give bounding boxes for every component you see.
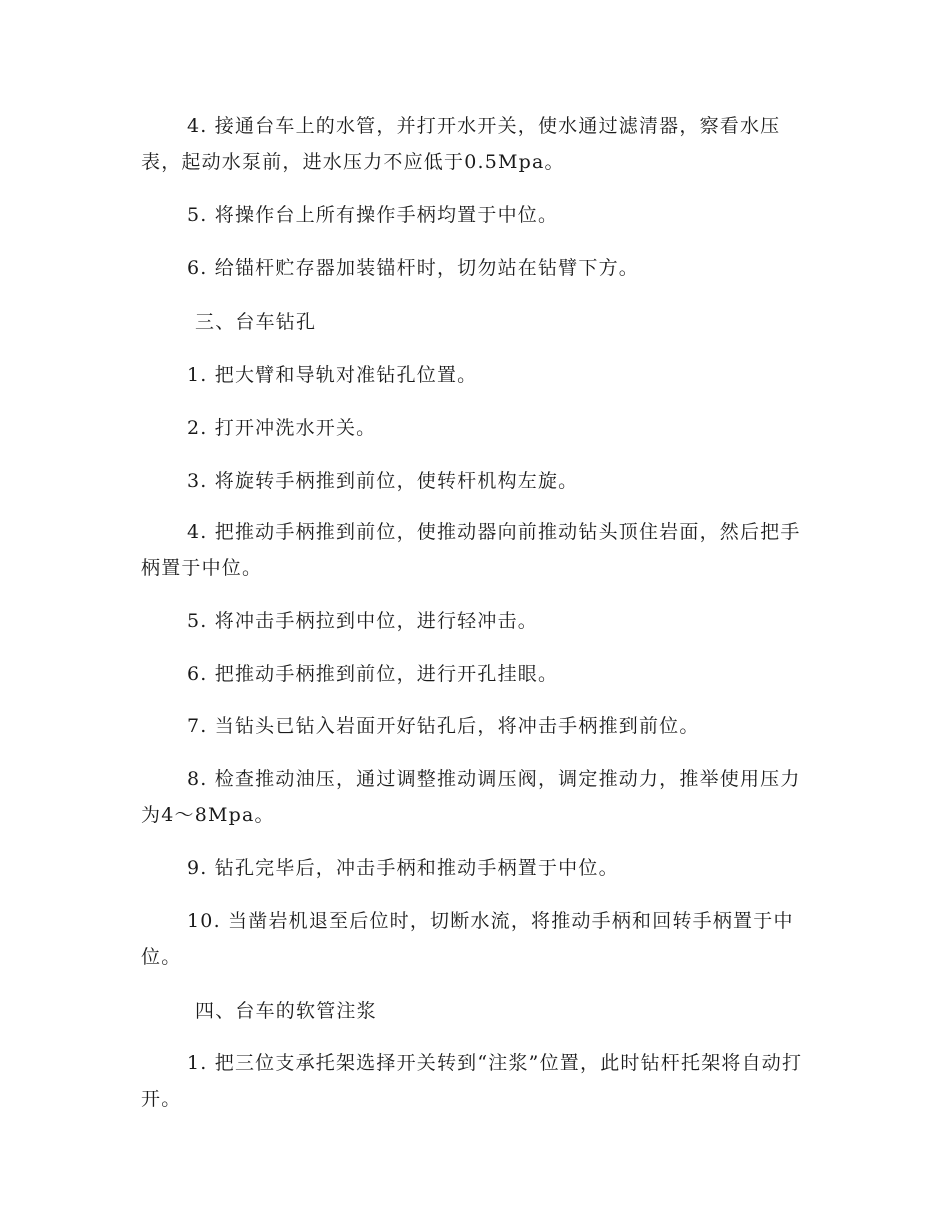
section-heading-grouting: 四、台车的软管注浆 (195, 1000, 377, 1022)
paragraph-drill-step-7: 7. 当钻头已钻入岩面开好钻孔后，将冲击手柄推到前位。 (187, 715, 700, 737)
paragraph-drill-step-2: 2. 打开冲洗水开关。 (187, 417, 377, 439)
paragraph-step-4-water: 4. 接通台车上的水管，并打开水开关，使水通过滤清器，察看水压表，起动水泵前，进水压力不应低于0.5Mpa。 (141, 115, 781, 173)
paragraph-step-6-anchor: 6. 给锚杆贮存器加装锚杆时，切勿站在钻臂下方。 (187, 257, 639, 279)
paragraph-drill-step-10: 10. 当凿岩机退至后位时，切断水流，将推动手柄和回转手柄置于中位。 (141, 910, 794, 968)
paragraph-drill-step-8: 8. 检查推动油压，通过调整推动调压阀，调定推动力，推举使用压力为4～8Mpa。 (141, 768, 801, 826)
section-heading-drilling: 三、台车钻孔 (195, 311, 317, 333)
paragraph-drill-step-5: 5. 将冲击手柄拉到中位，进行轻冲击。 (187, 610, 538, 632)
paragraph-drill-step-1: 1. 把大臂和导轨对准钻孔位置。 (187, 364, 478, 386)
paragraph-grout-step-1: 1. 把三位支承托架选择开关转到“注浆”位置，此时钻杆托架将自动打开。 (141, 1052, 803, 1110)
paragraph-drill-step-3: 3. 将旋转手柄推到前位，使转杆机构左旋。 (187, 470, 579, 492)
paragraph-drill-step-6: 6. 把推动手柄推到前位，进行开孔挂眼。 (187, 663, 559, 685)
paragraph-step-5-handles: 5. 将操作台上所有操作手柄均置于中位。 (187, 204, 559, 226)
paragraph-drill-step-4: 4. 把推动手柄推到前位，使推动器向前推动钻头顶住岩面，然后把手柄置于中位。 (141, 521, 801, 579)
paragraph-drill-step-9: 9. 钻孔完毕后，冲击手柄和推动手柄置于中位。 (187, 857, 619, 879)
